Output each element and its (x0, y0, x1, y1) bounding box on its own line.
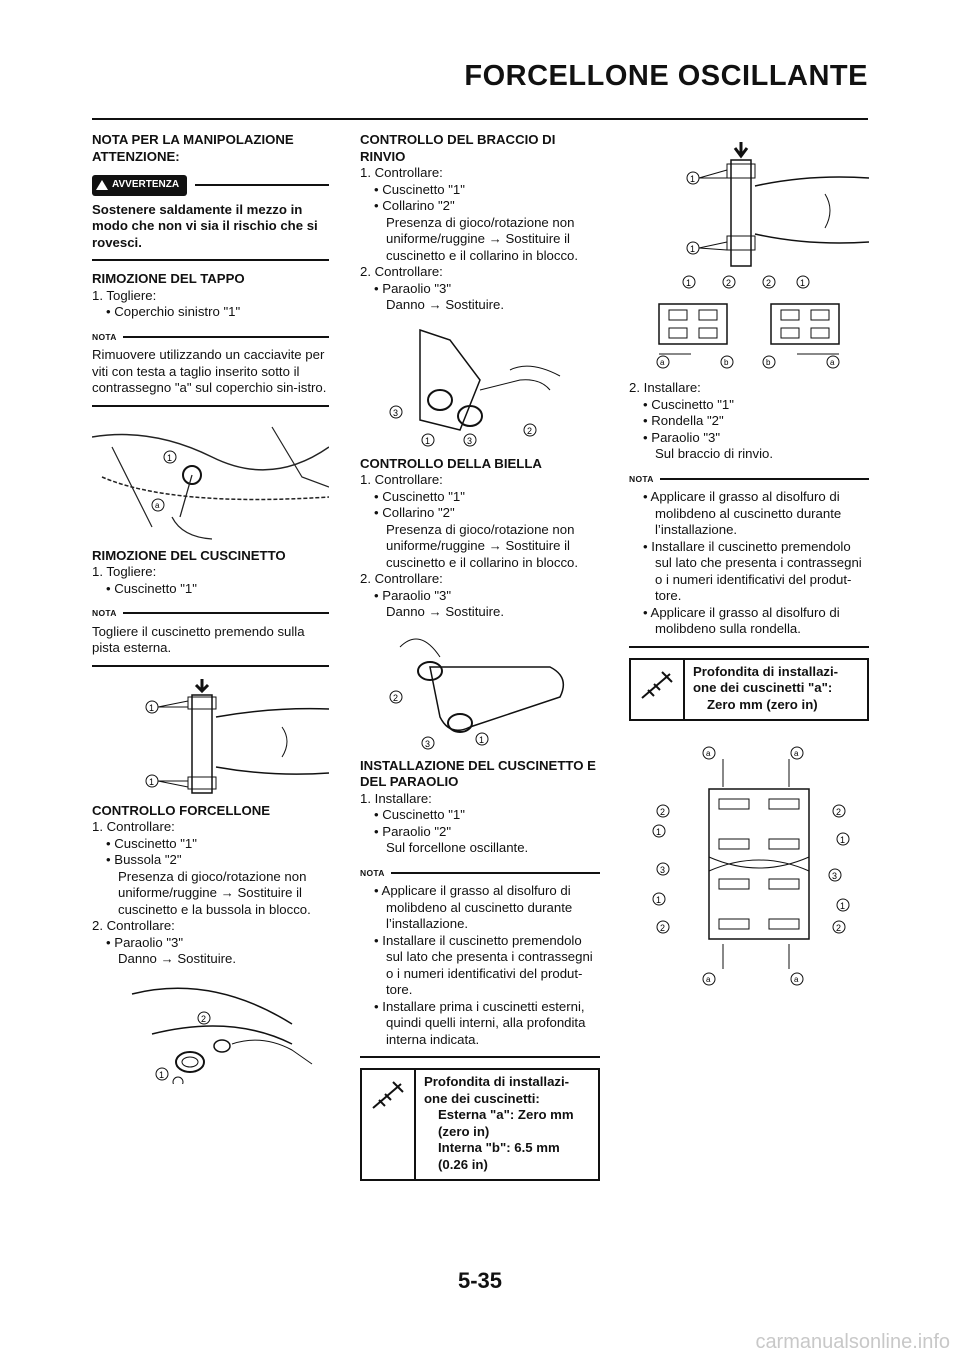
warning-header (92, 175, 329, 196)
svg-text:3: 3 (660, 865, 666, 875)
spec-line: (zero in) (438, 1123, 490, 1139)
svg-text:1: 1 (840, 835, 846, 845)
svg-text:3: 3 (467, 435, 473, 446)
note-rule (391, 872, 600, 874)
svg-text:3: 3 (393, 407, 399, 418)
note-header (360, 865, 600, 882)
list-item: • Paraolio "3" (374, 280, 452, 296)
install-heading: INSTALLAZIONE DEL CUSCINETTO E DEL PARAOLIO (360, 757, 596, 789)
list-item: • Paraolio "3" (643, 429, 721, 445)
detail-text: Danno → Sostituire. (118, 951, 237, 966)
note-text: Togliere il cuscinetto premendo sulla pista esterna. (92, 623, 305, 655)
detail-text: Presenza di gioco/rotazione non uniforme/ruggine → Sostituire il cuscinetto e il collarino in blocco. (386, 214, 579, 263)
svg-text:a: a (794, 975, 799, 984)
spec-line: Profondita di installazi- (693, 663, 839, 679)
note-text: Rimuovere utilizzando un cacciavite per viti con testa a taglio inserito sotto il contrassegno "a" sul coperchio sin-istro. (92, 347, 327, 395)
svg-text:a: a (830, 358, 835, 367)
svg-text:1: 1 (656, 895, 662, 905)
svg-text:1: 1 (800, 278, 806, 288)
step: 1. Togliere: (92, 564, 157, 579)
figure-relay-arm (360, 320, 600, 450)
note-end-rule (360, 1056, 600, 1058)
spec-line: Zero mm (zero in) (707, 696, 818, 712)
list-item: • Paraolio "2" (374, 823, 452, 839)
step: 1. Controllare: (360, 165, 443, 180)
spec-line: one dei cuscinetti: (424, 1090, 540, 1106)
figure-bearing-removal (92, 677, 329, 797)
svg-text:1: 1 (690, 174, 696, 184)
detail-text: Sul braccio di rinvio. (655, 446, 774, 461)
list-item: • Rondella "2" (643, 413, 724, 428)
relay-check-heading: CONTROLLO DEL BRACCIO DI RINVIO (360, 132, 556, 164)
list-item: • Bussola "2" (106, 852, 182, 867)
detail-text: Danno → Sostituire. (386, 297, 505, 312)
list-item: • Cuscinetto "1" (374, 181, 465, 197)
spec-line: Esterna "a": Zero mm (438, 1107, 574, 1122)
caution-heading: ATTENZIONE: (92, 148, 180, 164)
svg-text:3: 3 (832, 871, 838, 881)
column-middle (360, 132, 600, 1181)
note-label: NOTA (92, 608, 117, 618)
svg-text:1: 1 (149, 776, 155, 787)
spec-line: (0.26 in) (438, 1156, 488, 1172)
svg-text:2: 2 (660, 807, 666, 817)
list-item: • Collarino "2" (374, 505, 455, 520)
bearing-removal-heading: RIMOZIONE DEL CUSCINETTO (92, 547, 286, 563)
column-right (629, 132, 869, 995)
note-label: NOTA (92, 331, 117, 342)
warning-badge (92, 175, 187, 196)
detail-text: Presenza di gioco/rotazione non uniforme/ruggine → Sostituire il cuscinetto e la bussola in blocco. (118, 868, 311, 917)
caliper-icon (631, 660, 685, 720)
note-label: NOTA (629, 473, 654, 484)
list-item: • Cuscinetto "1" (374, 807, 465, 822)
svg-text:1: 1 (425, 435, 431, 446)
svg-text:b: b (724, 358, 729, 367)
svg-text:1: 1 (690, 244, 696, 254)
note-header (92, 605, 329, 622)
rod-check-heading: CONTROLLO DELLA BIELLA (360, 455, 542, 471)
page-number: 5-35 (457, 1268, 503, 1293)
note-item: • Installare prima i cuscinetti esterni, quindi quelli interni, alla profondita interna indicata. (374, 998, 586, 1047)
svg-text:2: 2 (836, 923, 842, 933)
spec-box-depth-a (629, 658, 869, 722)
note-rule (660, 478, 869, 480)
detail-text: Danno → Sostituire. (386, 604, 505, 619)
note-rule (123, 336, 329, 338)
swingarm-check-heading: CONTROLLO FORCELLONE (92, 802, 271, 818)
svg-text:a: a (155, 500, 160, 510)
step: 2. Controllare: (360, 264, 443, 279)
svg-text:a: a (794, 749, 799, 758)
note-item: • Applicare il grasso al disolfuro di molibdeno al cuscinetto durante l’installazione. (374, 883, 573, 931)
note-label: NOTA (360, 867, 385, 878)
svg-text:2: 2 (201, 1013, 207, 1024)
handling-heading: NOTA PER LA MANIPOLAZIONE (92, 132, 294, 147)
svg-text:a: a (706, 749, 711, 758)
spec-line: Interna "b": 6.5 mm (438, 1140, 560, 1155)
svg-text:2: 2 (527, 425, 533, 436)
spec-box-depth (360, 1068, 600, 1181)
list-item: • Collarino "2" (374, 198, 455, 213)
figure-rod-assembly (629, 739, 869, 989)
figure-connecting-rod (360, 627, 600, 752)
svg-text:3: 3 (425, 738, 431, 749)
svg-text:1: 1 (167, 452, 173, 463)
spec-line: one dei cuscinetti "a": (693, 680, 833, 695)
note-item: • Installare il cuscinetto premendolo sul lato che presenta i contrassegni o i numeri identificativi del produt-tore. (643, 538, 862, 603)
section-rule (92, 259, 329, 261)
detail-text: Presenza di gioco/rotazione non uniforme/ruggine → Sostituire il cuscinetto e il collarino in blocco. (386, 521, 579, 570)
list-item: • Coperchio sinistro "1" (106, 304, 241, 319)
note-end-rule (629, 646, 869, 648)
caliper-icon (362, 1070, 416, 1179)
svg-text:2: 2 (660, 923, 666, 933)
svg-text:2: 2 (726, 278, 732, 288)
list-item: • Cuscinetto "1" (374, 488, 465, 504)
column-left (92, 132, 329, 1090)
svg-text:1: 1 (479, 734, 485, 745)
svg-text:2: 2 (766, 278, 772, 288)
step: 1. Installare: (360, 790, 432, 806)
step: 1. Togliere: (92, 287, 157, 303)
svg-text:a: a (706, 975, 711, 984)
warning-rule (195, 184, 329, 186)
list-item: • Cuscinetto "1" (106, 835, 197, 851)
list-item: • Paraolio "3" (106, 934, 184, 950)
step: 2. Controllare: (360, 571, 443, 586)
page-title: FORCELLONE OSCILLANTE (464, 60, 868, 92)
note-item: • Applicare il grasso al disolfuro di molibdeno al cuscinetto durante l’installazione. (643, 489, 842, 537)
svg-text:1: 1 (149, 702, 155, 713)
detail-text: Sul forcellone oscillante. (386, 840, 529, 855)
figure-bearing-depth (629, 274, 869, 374)
list-item: • Paraolio "3" (374, 587, 452, 603)
note-item: • Installare il cuscinetto premendolo sul lato che presenta i contrassegni o i numeri identificativi del produt-tore. (374, 932, 593, 997)
svg-text:b: b (766, 358, 771, 367)
svg-text:a: a (660, 358, 665, 367)
title-rule (92, 118, 868, 120)
list-item: • Cuscinetto "1" (643, 396, 734, 412)
figure-relay-install (629, 138, 869, 268)
note-header (629, 471, 869, 488)
note-rule (123, 612, 329, 614)
note-header (92, 329, 329, 346)
warning-badge-label: AVVERTENZA (112, 179, 180, 190)
note-item: • Applicare il grasso al disolfuro di molibdeno sulla rondella. (643, 604, 840, 636)
svg-text:2: 2 (836, 807, 842, 817)
spec-line: Profondita di installazi- (424, 1074, 570, 1089)
step: 1. Controllare: (92, 819, 175, 834)
warning-text: Sostenere saldamente il mezzo in modo che non vi sia il rischio che si rovesci. (92, 201, 318, 250)
list-item: • Cuscinetto "1" (106, 580, 197, 596)
svg-text:1: 1 (686, 278, 692, 288)
note-end-rule (92, 665, 329, 667)
svg-text:1: 1 (159, 1069, 165, 1080)
figure-swingarm-check (92, 974, 329, 1084)
step: 2. Installare: (629, 380, 701, 395)
svg-text:1: 1 (840, 901, 846, 911)
cap-removal-heading: RIMOZIONE DEL TAPPO (92, 271, 245, 286)
svg-text:1: 1 (656, 827, 662, 837)
step: 1. Controllare: (360, 472, 443, 487)
step: 2. Controllare: (92, 918, 175, 933)
note-end-rule (92, 405, 329, 407)
svg-text:2: 2 (393, 692, 399, 703)
watermark: carmanualsonline.info (755, 1331, 950, 1353)
warning-triangle-icon (96, 180, 108, 190)
figure-chain-cover (92, 417, 329, 542)
